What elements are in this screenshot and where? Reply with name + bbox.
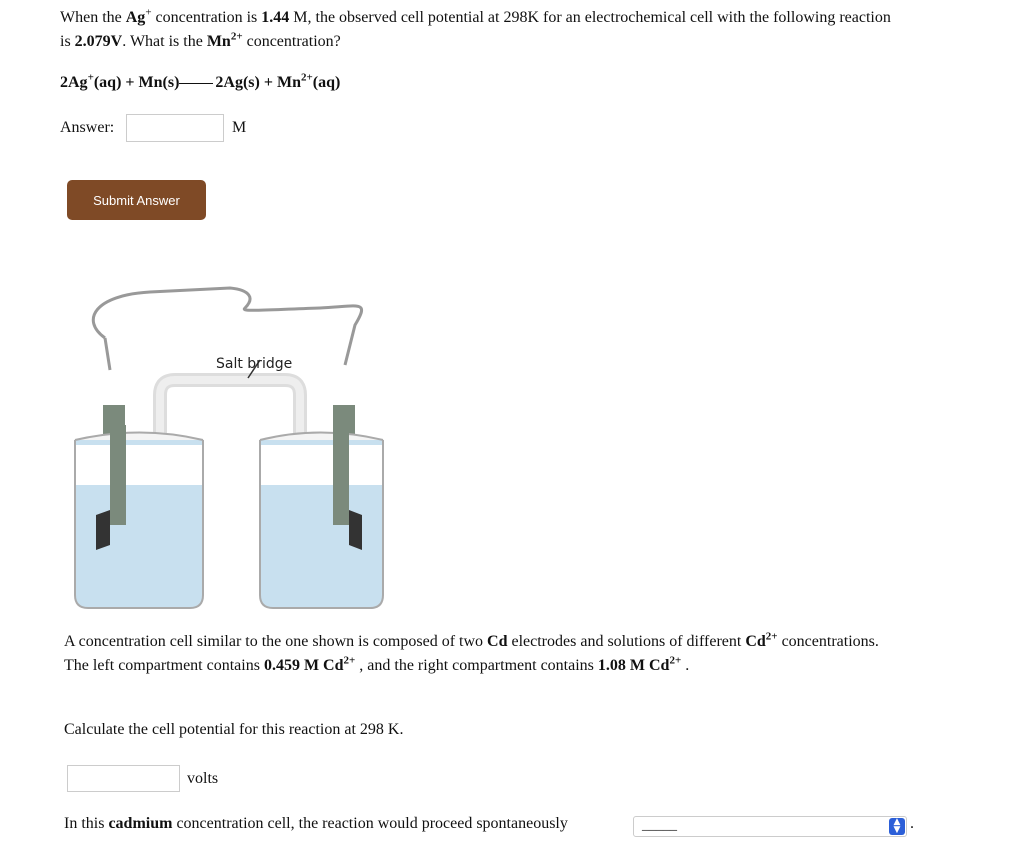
spontaneity-text: In this cadmium concentration cell, the reaction would proceed spontaneously [64, 815, 568, 832]
salt-bridge-label: Salt bridge [216, 356, 293, 372]
question-text-line2: is 2.079V. What is the $Mn^{2+}$ concentration? [60, 30, 341, 50]
sentence-period: . [910, 815, 914, 832]
arrow-icon [179, 83, 213, 84]
direction-select[interactable] [633, 816, 907, 837]
cell-potential-input[interactable] [67, 765, 180, 792]
select-value: _____ [642, 818, 677, 833]
problem-text-line2: The left compartment contains 0.459 M $Cd^{2+}$ , and the right compartment contains 1.08 M $Cd^{2+}$ . [64, 654, 690, 674]
reaction-equation: 2Ag+(aq) + Mn(s) $2Ag(s) + Mn^{2+}(aq)$ [60, 71, 341, 91]
question-text-line1: When the Ag+ concentration is 1.44 M, the observed cell potential at 298K for an electrochemical cell with the following reaction [60, 6, 891, 26]
submit-answer-button[interactable]: Submit Answer [67, 180, 206, 220]
answer-unit: M [232, 119, 247, 136]
answer-label: Answer: [60, 119, 115, 136]
chevron-up-down-icon: ▲ ▼ [889, 818, 905, 835]
volts-unit: volts [187, 770, 219, 787]
problem-text-line1: A concentration cell similar to the one shown is composed of two Cd electrodes and solutions of different $Cd^{2+}$ concentrations. [64, 630, 879, 650]
concentration-cell-diagram [60, 280, 400, 620]
calculate-prompt: Calculate the cell potential for this reaction at 298 K. [64, 721, 404, 738]
answer-input[interactable] [126, 114, 224, 142]
